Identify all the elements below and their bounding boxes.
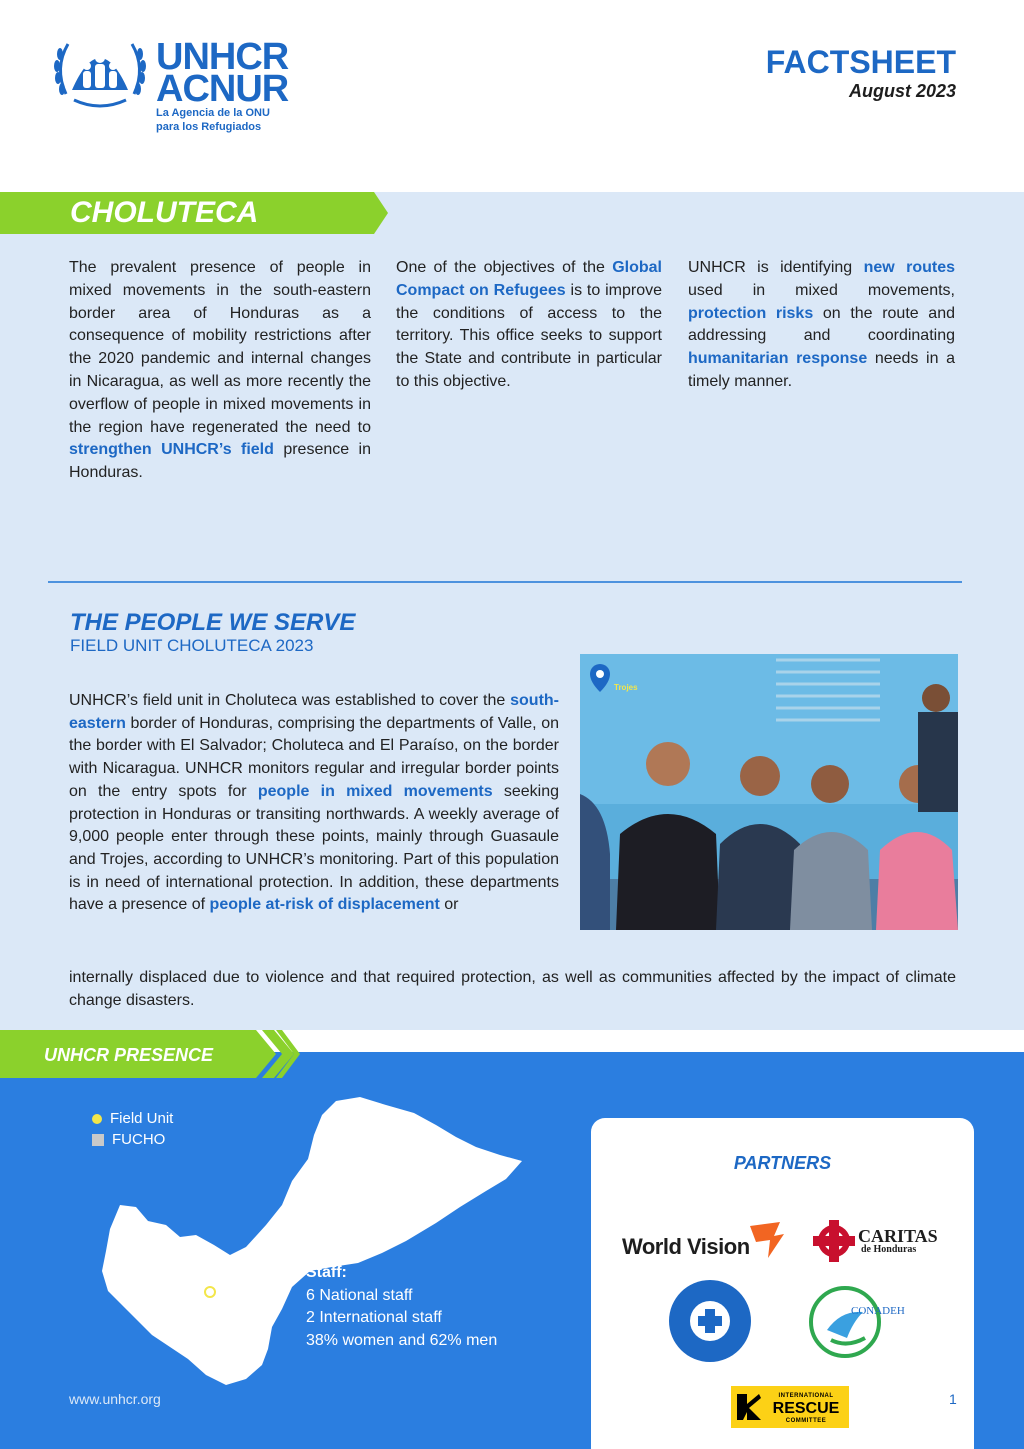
link-strengthen-field[interactable]: strengthen UNHCR’s field bbox=[69, 441, 274, 459]
serve-text: border of Honduras, comprising the departments of Valle, on the border with El Salvador; Choluteca and El Paraíso, on the border with Nicaragua. UNHCR monitors regular and irregular border points on the entry spots for bbox=[69, 714, 559, 800]
intro-text: is to improve the conditions of access to the territory. This office seeks to support the State and contribute in particular to this objective. bbox=[396, 281, 663, 390]
world-vision-text: World Vision bbox=[622, 1234, 750, 1259]
logo-acnur-text: ACNUR bbox=[156, 68, 289, 110]
unhcr-logo bbox=[50, 32, 310, 142]
logo-tagline-1: La Agencia de la ONU bbox=[156, 107, 270, 119]
staff-info bbox=[306, 1262, 497, 1353]
staff-title: Staff: bbox=[306, 1264, 347, 1281]
factsheet-title: FACTSHEET bbox=[765, 44, 956, 80]
link-protection-risks[interactable]: protection risks bbox=[688, 304, 814, 322]
field-unit-marker bbox=[205, 1287, 215, 1297]
irc-logo bbox=[731, 1386, 849, 1428]
legend-label: Field Unit bbox=[110, 1110, 174, 1127]
caritas-cross-icon bbox=[811, 1218, 857, 1264]
conadeh-logo bbox=[807, 1282, 907, 1362]
intro-text: One of the objectives of the bbox=[396, 259, 613, 276]
conadeh-text: CONADEH bbox=[851, 1305, 905, 1317]
intro-text: presence in Honduras. bbox=[69, 441, 371, 482]
staff-international: 2 International staff bbox=[306, 1309, 442, 1327]
intro-column-2 bbox=[396, 257, 662, 394]
irc-top: INTERNATIONAL bbox=[778, 1393, 834, 1399]
staff-national: 6 National staff bbox=[306, 1286, 413, 1304]
serve-text: or bbox=[439, 896, 459, 914]
serve-text: seeking protection in Honduras or transiting northwards. A weekly average of 9,000 people enter through these points, mainly through Guasaule and Trojes, according to UNHCR’s monitoring. Part of this population is in need of international protection. In addition, these departments have a presence of bbox=[69, 782, 560, 914]
logo-unhcr-text: UNHCR bbox=[156, 36, 289, 78]
partners-card bbox=[591, 1118, 974, 1449]
section-divider bbox=[48, 581, 962, 583]
intro-text: used in mixed movements, bbox=[688, 281, 955, 299]
link-people-at-risk[interactable]: people at-risk of displacement bbox=[209, 896, 440, 914]
caritas-subtext: de Honduras bbox=[861, 1244, 917, 1255]
link-global-compact[interactable]: Global Compact on Refugees bbox=[396, 259, 662, 299]
intro-column-1 bbox=[69, 257, 371, 485]
serve-text: UNHCR’s field unit in Choluteca was established to cover the bbox=[69, 692, 511, 709]
intro-text: on the route and addressing and coordinating bbox=[688, 304, 956, 345]
presence-title: UNHCR PRESENCE bbox=[44, 1045, 214, 1065]
logo-tagline-2: para los Refugiados bbox=[156, 121, 262, 133]
link-south-eastern[interactable]: south-eastern bbox=[69, 692, 559, 732]
partners-title: PARTNERS bbox=[733, 1153, 832, 1173]
conadeh-dove-icon bbox=[807, 1282, 887, 1362]
world-vision-star-icon bbox=[750, 1222, 784, 1258]
page-number: 1 bbox=[949, 1391, 957, 1407]
photo-pin-label: Trojes bbox=[614, 683, 638, 692]
serve-subheading: FIELD UNIT CHOLUTECA 2023 bbox=[70, 636, 314, 655]
irc-bottom: COMMITTEE bbox=[785, 1418, 827, 1424]
irc-text bbox=[767, 1392, 845, 1425]
serve-paragraph bbox=[69, 690, 559, 917]
link-humanitarian-response[interactable]: humanitarian response bbox=[688, 350, 868, 368]
unhcr-emblem-icon bbox=[50, 32, 150, 114]
intro-column-3 bbox=[688, 257, 955, 394]
staff-gender-split: 38% women and 62% men bbox=[306, 1332, 498, 1350]
people-photo bbox=[580, 654, 958, 930]
serve-heading: THE PEOPLE WE SERVE bbox=[70, 609, 356, 636]
section-title: CHOLUTECA bbox=[70, 196, 259, 229]
website-link[interactable]: www.unhcr.org bbox=[69, 1391, 161, 1407]
irc-mark-icon bbox=[737, 1394, 761, 1420]
caritas-text: CARITAS bbox=[858, 1226, 938, 1246]
legend-label: FUCHO bbox=[112, 1131, 166, 1148]
intro-text: The prevalent presence of people in mixed movements in the south-eastern border area of Honduras as a consequence of mobility restrictions after the 2020 pandemic and internal changes in Nicaragua, as well as more recently the overflow of people in mixed movements in the region have regenerated the need to bbox=[69, 259, 371, 436]
intro-text: needs in a timely manner. bbox=[688, 350, 956, 390]
link-new-routes[interactable]: new routes bbox=[863, 259, 955, 276]
serve-paragraph-continued: internally displaced due to violence and that required protection, as well as communities affected by the impact of climate change disasters. bbox=[69, 969, 956, 1009]
link-people-mixed-movements[interactable]: people in mixed movements bbox=[257, 782, 493, 800]
intro-text: UNHCR is identifying bbox=[688, 259, 864, 276]
factsheet-header bbox=[766, 44, 956, 102]
medicos-del-mundo-logo bbox=[667, 1278, 753, 1364]
world-vision-logo bbox=[622, 1222, 784, 1262]
irc-main: RESCUE bbox=[772, 1400, 840, 1417]
caritas-logo bbox=[811, 1218, 941, 1266]
factsheet-date: August 2023 bbox=[848, 81, 956, 101]
